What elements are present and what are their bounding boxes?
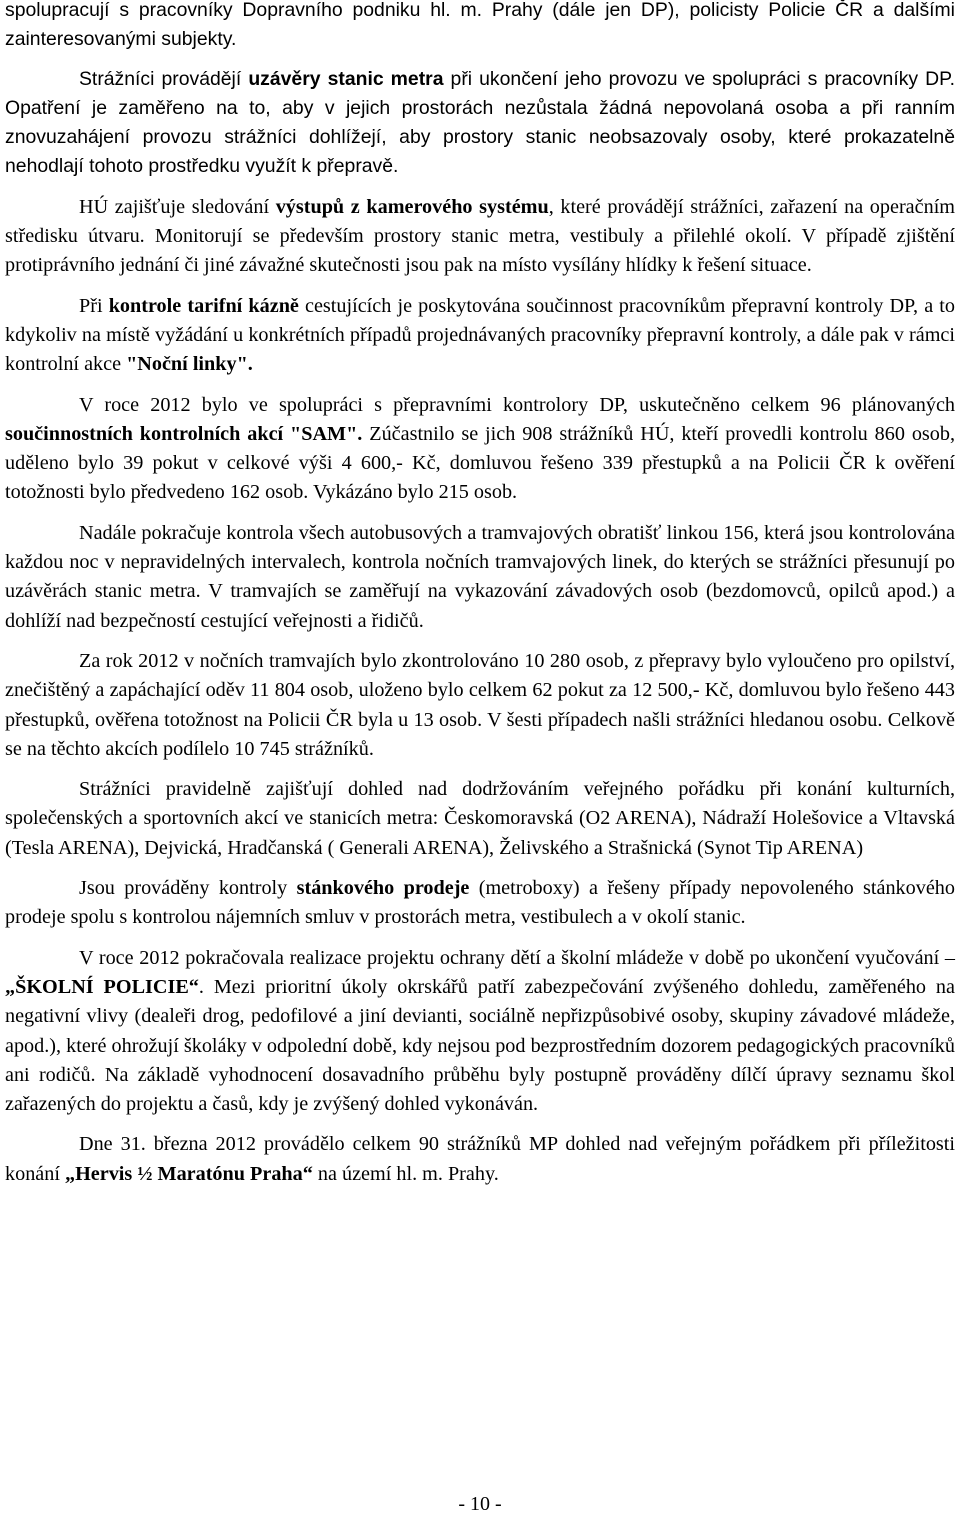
emphasis-text: "Noční linky". [126,353,253,376]
paragraph-text: Za rok 2012 v nočních tramvajích bylo zkontrolováno 10 280 osob, z přepravy bylo vyloučeno pro opilství, znečištěný a zapáchající oděv 11 804 osob, uloženo bylo celkem 62 pokut za 12 500,- Kč, domluvou bylo řešeno 443 přestupků, ověřena totožnost na Policii ČR byla u 13 osob. V šesti případech našli strážníci hledanou osobu. Celkově se na těchto akcích podílelo 10 745 strážníků. [5,649,955,760]
paragraph-text: při ukončení jeho provozu ve spolupráci s pracovníky DP. Opatření je zaměřeno na to, aby v jejich prostorách nezůstala žádná nepovolaná osoba a při ranním znovuzahájení provozu strážníci dohlížejí, aby prostory stanic neobsazovaly osoby, které prokazatelně nehodlají tohoto prostředku využít k přepravě. [5,67,955,178]
document-page [5,0,955,1189]
paragraph-school-police [5,944,955,1120]
paragraph-text: Dne 31. března 2012 provádělo celkem 90 strážníků MP dohled nad veřejným pořádkem při příležitosti konání [5,1133,955,1185]
paragraph-text: , které provádějí strážníci, zařazení na operačním středisku útvaru. Monitorují se především prostory stanic metra, vestibuly a přilehlé okolí. V případě zjištění protiprávního jednání či jiné závažné skutečnosti jsou pak na místo vysílány hlídky k řešení situace. [5,195,956,277]
paragraph-text: HÚ zajišťuje sledování [79,195,276,218]
paragraph-night-trams [5,647,955,764]
paragraph-kiosk-sales [5,874,955,933]
paragraph-events [5,775,955,863]
paragraph-text: Při [79,294,109,317]
emphasis-text: stánkového prodeje [296,877,470,900]
paragraph-continuation [5,0,955,55]
emphasis-text: uzávěry stanic metra [248,67,444,90]
paragraph-text: spolupracují s pracovníky Dopravního podniku hl. m. Prahy (dále jen DP), policisty Policie ČR a dalšími zainteresovanými subjekty. [5,0,955,51]
paragraph-text: Strážníci provádějí [79,67,249,90]
paragraph-text: cestujících je poskytována součinnost pracovníkům přepravní kontroly DP, a to kdykoliv na místě vyžádání u konkrétních případů projednávaných pracovníky přepravní kontroly, a dále pak v rámci kontrolní akce [5,294,955,376]
paragraph-text: V roce 2012 pokračovala realizace projektu ochrany dětí a školní mládeže v době po ukončení vyučování – [79,946,955,969]
emphasis-text: „Hervis ½ Maratónu Praha“ [65,1162,313,1185]
paragraph-terminus-control [5,519,955,636]
paragraph-text: (metroboxy) a řešeny případy nepovoleného stánkového prodeje spolu s kontrolou nájemních smluv v prostorách metra, vestibulech a v okolí stanic. [5,877,955,929]
paragraph-text: V roce 2012 bylo ve spolupráci s přepravními kontrolory DP, uskutečněno celkem 96 plánovaných [79,393,955,416]
paragraph-text: Strážníci pravidelně zajišťují dohled nad dodržováním veřejného pořádku při konání kulturních, společenských a sportovních akcí ve stanicích metra: Českomoravská (O2 ARENA), Nádraží Holešovice a Vltavská (Tesla ARENA), Dejvická, Hradčanská ( Generali ARENA), Želivského a Strašnická (Synot Tip ARENA) [5,778,955,859]
page-number: - 10 - [458,1493,502,1515]
paragraph-text: Nadále pokračuje kontrola všech autobusových a tramvajových obratišť linkou 156, která jsou kontrolována každou noc v nepravidelných intervalech, kontrola nočních tramvajových linek, do kterých se strážníci přesunují po uzávěrách stanic metra. V tramvajích se zaměřují na vykazování závadových osob (bezdomovců, opilců apod.) a dohlíží nad bezpečností cestující veřejnosti a řidičů. [5,521,955,632]
paragraph-text: na území hl. m. Prahy. [312,1162,499,1185]
paragraph-half-marathon [5,1130,955,1189]
paragraph-tariff-control [5,292,955,380]
paragraph-text: Jsou prováděny kontroly [79,877,297,900]
paragraph-camera-system [5,193,955,281]
emphasis-text: součinnostních kontrolních akcí "SAM". [5,422,363,445]
emphasis-text: výstupů z kamerového systému [275,195,549,218]
emphasis-text: kontrole tarifní kázně [108,294,299,317]
paragraph-text: . Mezi prioritní úkoly okrskářů patří zabezpečování zvýšeného dohledu, zaměřeného na negativní vlivy (dealeři drog, pedofilové a jiní devianti, sociálně nepřizpůsobivé osoby, skupiny závadové mládeže, apod.), které ohrožují školáky v odpolední době, kdy nejsou pod bezprostředním dozorem pedagogických pracovníků ani rodičů. Na základě vyhodnocení dosavadního průběhu byly postupně prováděny dílčí úpravy seznamu škol zařazených do projektu a časů, kdy je zvýšený dohled vykonáván. [5,975,955,1116]
paragraph-sam-actions [5,391,955,508]
paragraph-text: Zúčastnilo se jich 908 strážníků HÚ, kteří provedli kontrolu 860 osob, uděleno bylo 39 pokut v celkové výši 4 600,- Kč, domluvou řešeno 339 přestupků a na Policii ČR k ověření totožnosti bylo předvedeno 162 osob. Vykázáno bylo 215 osob. [5,422,956,504]
emphasis-text: „ŠKOLNÍ POLICIE“ [5,975,199,998]
paragraph-metro-closures [5,65,955,182]
